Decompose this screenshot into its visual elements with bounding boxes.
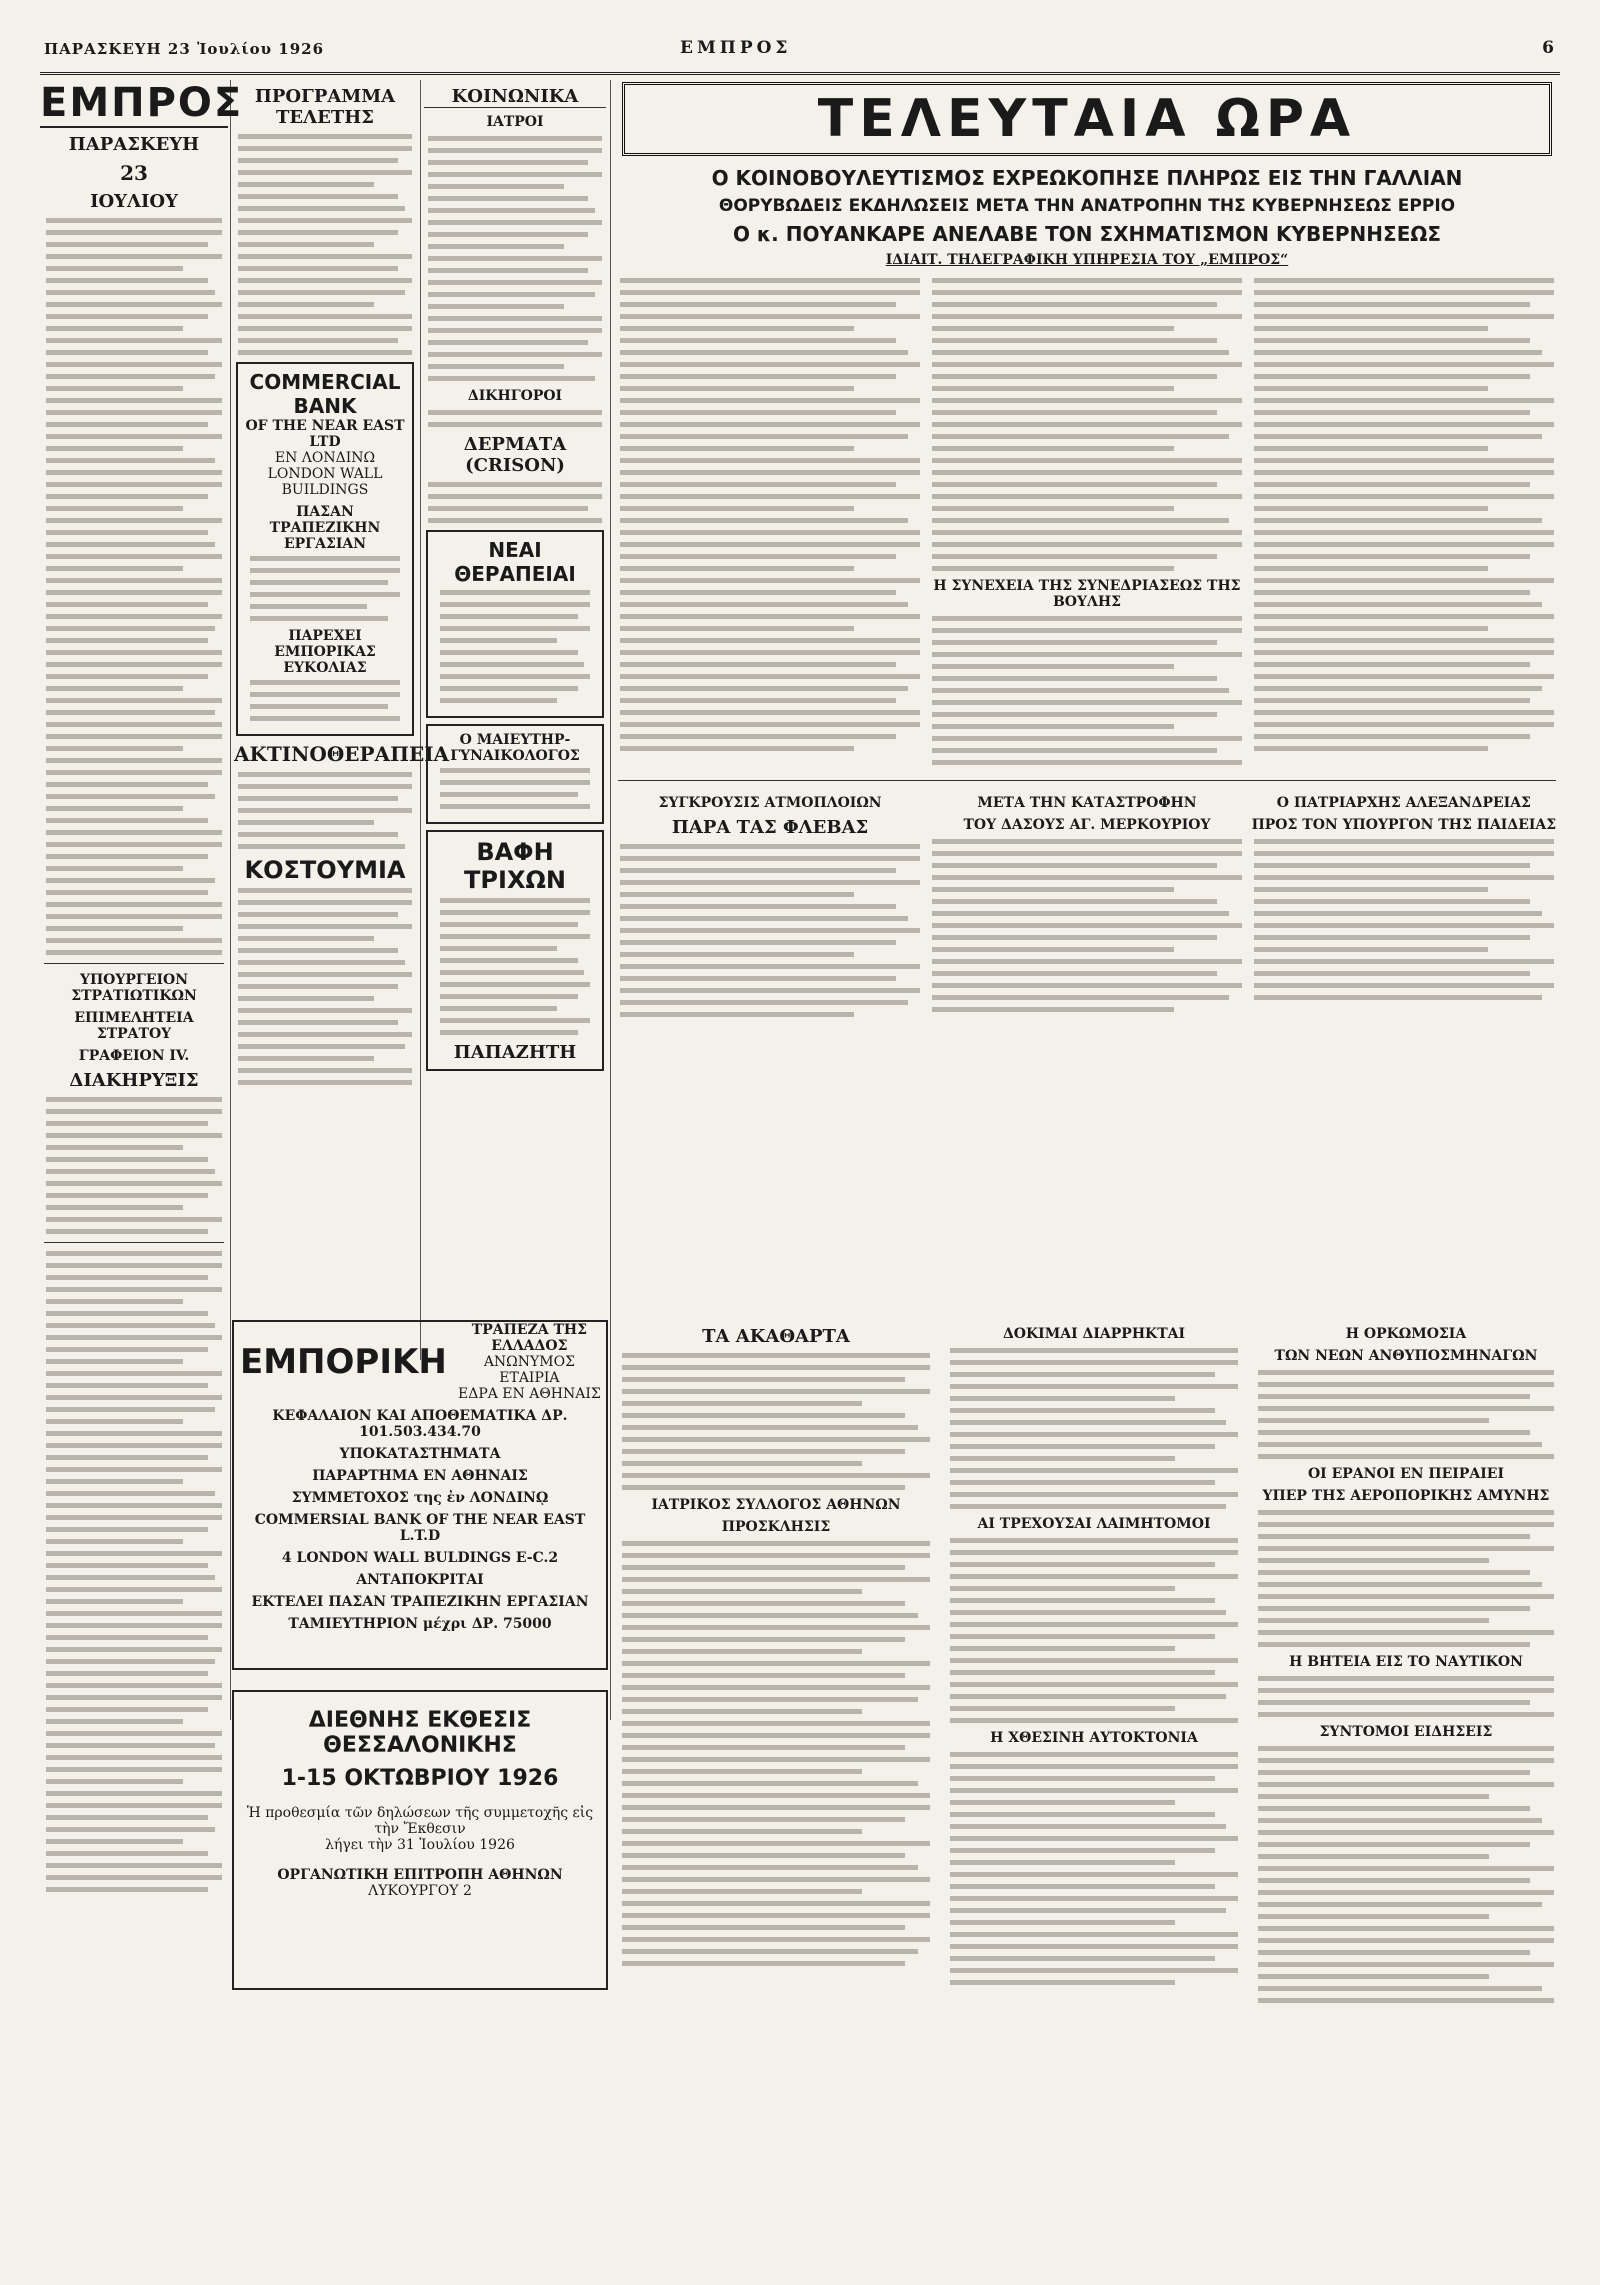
month-name: ΙΟΥΛΙΟΥ (90, 191, 178, 212)
clash-text (620, 844, 920, 1017)
main-col-b (926, 274, 1248, 772)
doctors-title: ΙΑΤΡΟΙ (486, 114, 544, 130)
headline-1: Ο ΚΟΙΝΟΒΟΥΛΕΥΤΙΣΜΟΣ ΕΧΡΕΩΚΟΠΗΣΕ ΠΛΗΡΩΣ ΕΙΣ ΤΗΝ ΓΑΛΛΙΑΝ (711, 166, 1463, 190)
column-rule (230, 80, 231, 1720)
fair-title: ΔΙΕΘΝΗΣ ΕΚΘΕΣΙΣ ΘΕΣΣΑΛΟΝΙΚΗΣ (308, 1708, 532, 1758)
bank-address: LONDON WALL BUILDINGS (267, 466, 383, 498)
date-line: ΠΑΡΑΣΚΕΥΗ 23 Ἰουλίου 1926 (44, 40, 324, 58)
bank-city: ΕΝ ΛΟΝΔΙΝΩ (274, 450, 376, 466)
column-rule (420, 80, 421, 1360)
new-therapy-ad (426, 530, 604, 718)
news-text (1258, 1746, 1554, 2003)
main-text-a (620, 278, 920, 751)
ministry-sub: ΕΠΙΜΕΛΗΤΕΙΑ ΣΤΡΑΤΟΥ (74, 1010, 194, 1042)
navy-text (1258, 1676, 1554, 1717)
ad-capital: ΚΕΦΑΛΑΙΟΝ ΚΑΙ ΑΠΟΘΕΜΑΤΙΚΑ ΔΡ. 101.503.434.70 (272, 1408, 568, 1440)
column-rule (610, 80, 611, 1720)
lower-news (614, 789, 1560, 1024)
fair-street: ΛΥΚΟΥΡΓΟΥ 2 (368, 1883, 472, 1899)
ad-name: ΤΡΑΠΕΖΑ ΤΗΣ ΕΛΛΑΔΟΣ (471, 1322, 587, 1354)
column-1 (40, 80, 244, 2260)
tests-title: ΔΟΚΙΜΑΙ ΔΙΑΡΡΗΚΤΑΙ (1002, 1326, 1186, 1342)
runners-text (950, 1538, 1238, 1723)
lower-col-a (614, 789, 926, 1024)
fair-dates: 1-15 ΟΚΤΩΒΡΙΟΥ 1926 (281, 1766, 559, 1791)
dirt-text (622, 1353, 930, 1490)
ad-partner: ΣΥΜΜΕΤΟΧΟΣ της ἐν ΛΟΝΔΙΝῼ (291, 1490, 549, 1506)
therapy-text (440, 590, 590, 703)
navy-title: Η ΒΗΤΕΙΑ ΕΙΣ ΤΟ ΝΑΥΤΙΚΟΝ (1289, 1654, 1523, 1670)
gynecologist-ad (426, 724, 604, 824)
patriarch-subtitle: ΠΡΟΣ ΤΟΝ ΥΠΟΥΡΓΟΝ ΤΗΣ ΠΑΙΔΕΙΑΣ (1251, 817, 1557, 833)
ceremony-text (238, 134, 412, 355)
bank-service: ΠΑΡΕΧΕΙ ΕΜΠΟΡΙΚΑΣ ΕΥΚΟΛΙΑΣ (274, 628, 376, 676)
bank-name: COMMERCIAL BANK (249, 370, 401, 418)
headline-3: Ο κ. ΠΟΥΑΝΚΑΡΕ ΑΝΕΛΑΒΕ ΤΟΝ ΣΧΗΜΑΤΙΣΜΟΝ ΚΥΒΕΡΝΗΣΕΩΣ (732, 222, 1442, 246)
ad-savings: ΤΑΜΙΕΥΤΗΡΙΟΝ μέχρι ΔΡ. 75000 (288, 1616, 552, 1632)
lower-mid-col-2 (944, 1320, 1244, 2220)
masthead: ΕΜΠΡΟΣ (40, 80, 244, 126)
hair-text (440, 898, 590, 1035)
main-col-a (614, 274, 926, 772)
editorial-text (46, 218, 222, 955)
lawyers-title: ΔΙΚΗΓΟΡΟΙ (467, 388, 563, 404)
main-text-b (932, 278, 1242, 571)
oath-text (1258, 1370, 1554, 1459)
notice-title: ΔΙΑΚΗΡΥΞΙΣ (69, 1070, 199, 1091)
ceremony-title: ΠΡΟΓΡΑΜΜΑ ΤΕΛΕΤΗΣ (254, 86, 396, 128)
medical-text (622, 1541, 930, 1966)
headline-2: ΘΟΡΥΒΩΔΕΙΣ ΕΚΔΗΛΩΣΕΙΣ ΜΕΤΑ ΤΗΝ ΑΝΑΤΡΟΠΗΝ ΤΗΣ ΚΥΒΕΡΝΗΣΕΩΣ ΕΡΡΙΟ (718, 196, 1456, 216)
announcement-text (46, 1251, 222, 1892)
news-title: ΣΥΝΤΟΜΟΙ ΕΙΔΗΣΕΙΣ (1319, 1724, 1493, 1740)
fair-ad (232, 1690, 608, 1990)
lower-mid-col (616, 1320, 936, 2220)
gyn-title: Ο ΜΑΙΕΥΤΗΡ-ΓΥΝΑΙΚΟΛΟΓΟΣ (450, 732, 580, 764)
piraeus-subtitle: ΥΠΕΡ ΤΗΣ ΑΕΡΟΠΟΡΙΚΗΣ ΑΜΥΝΗΣ (1262, 1488, 1550, 1504)
doctors-text (428, 136, 602, 381)
bank-tagline: ΠΑΣΑΝ ΤΡΑΠΕΖΙΚΗΝ ΕΡΓΑΣΙΑΝ (269, 504, 381, 552)
suits-title: ΚΟΣΤΟΥΜΙΑ (244, 856, 406, 884)
lower-col-c (1248, 789, 1560, 1024)
service-line: ΙΔΙΑΙΤ. ΤΗΛΕΓΡΑΦΙΚΗ ΥΠΗΡΕΣΙΑ ΤΟΥ „ΕΜΠΡΟΣ“ (885, 252, 1289, 268)
suits-text (238, 888, 412, 1085)
newspaper-page (40, 30, 1560, 2260)
patriarch-title: Ο ΠΑΤΡΙΑΡΧΗΣ ΑΛΕΞΑΝΔΡΕΙΑΣ (1276, 795, 1531, 811)
after-subtitle: ΤΟΥ ΔΑΣΟΥΣ ΑΓ. ΜΕΡΚΟΥΡΙΟΥ (963, 817, 1211, 833)
clash-subtitle: ΠΑΡΑ ΤΑΣ ΦΛΕΒΑΣ (671, 817, 869, 838)
main-news (614, 80, 1560, 1310)
dirt-title: ΤΑ ΑΚΑΘΑΡΤΑ (702, 1326, 850, 1347)
skins-title: ΔΕΡΜΑΤΑ (CRISON) (463, 434, 567, 476)
suicide-text (950, 1752, 1238, 1985)
ad-type: ΑΝΩΝΥΜΟΣ ΕΤΑΙΡΙΑ (483, 1354, 575, 1386)
xray-text (238, 772, 412, 849)
ad-commercial: COMMERSIAL BANK OF THE NEAR EAST L.T.D (254, 1512, 586, 1544)
notice-text (46, 1097, 222, 1234)
tests-text (950, 1348, 1238, 1509)
top-bar (40, 30, 1560, 75)
main-col-c (1248, 274, 1560, 772)
medical-subtitle: ΠΡΟΣΚΛΗΣΙΣ (721, 1519, 831, 1535)
fair-line-2: λήγει τὴν 31 Ἰουλίου 1926 (325, 1837, 515, 1853)
ad-address: 4 LONDON WALL BULDINGS E-C.2 (281, 1550, 559, 1566)
therapy-title: ΝΕΑΙ ΘΕΡΑΠΕΙΑΙ (454, 538, 576, 586)
main-columns (614, 274, 1560, 772)
ministry-office: ΓΡΑΦΕΙΟΝ IV. (78, 1048, 190, 1064)
ministry-title: ΥΠΟΥΡΓΕΙΟΝ ΣΤΡΑΤΙΩΤΙΚΩΝ (71, 972, 197, 1004)
hair-dye-ad (426, 830, 604, 1071)
commercial-bank-ad (236, 362, 414, 736)
lower-right-col (1252, 1320, 1560, 2220)
social-title: ΚΟΙΝΩΝΙΚΑ (424, 86, 606, 108)
oath-title: Η ΟΡΚΩΜΟΣΙΑ (1345, 1326, 1467, 1342)
day-name: ΠΑΡΑΣΚΕΥΗ (68, 134, 200, 155)
ad-head-right (453, 1322, 606, 1402)
after-title: ΜΕΤΑ ΤΗΝ ΚΑΤΑΣΤΡΟΦΗΝ (977, 795, 1197, 811)
ad-branches: ΥΠΟΚΑΤΑΣΤΗΜΑΤΑ (339, 1446, 501, 1462)
ad-seat: ΕΔΡΑ ΕΝ ΑΘΗΝΑΙΣ (457, 1386, 601, 1402)
piraeus-title: ΟΙ ΕΡΑΝΟΙ ΕΝ ΠΕΙΡΑΙΕΙ (1307, 1466, 1505, 1482)
suicide-title: Η ΧΘΕΣΙΝΗ ΑΥΤΟΚΤΟΝΙΑ (990, 1730, 1198, 1746)
skins-text (428, 482, 602, 523)
ad-correspondents: ΑΝΤΑΠΟΚΡΙΤΑΙ (356, 1572, 484, 1588)
lawyers-text (428, 410, 602, 427)
page-number: 6 (1542, 38, 1554, 58)
main-text-b2 (932, 616, 1242, 765)
main-text-c (1254, 278, 1554, 751)
banner-title: ΤΕΛΕΥΤΑΙΑ ΩΡΑ (817, 89, 1357, 149)
fair-org: ΟΡΓΑΝΩΤΙΚΗ ΕΠΙΤΡΟΠΗ ΑΘΗΝΩΝ (277, 1867, 563, 1883)
clash-title: ΣΥΓΚΡΟΥΣΙΣ ΑΤΜΟΠΛΟΙΩΝ (658, 795, 882, 811)
fair-line-1: Ἡ προθεσμία τῶν δηλώσεων τῆς συμμετοχῆς εἰς τὴν Ἔκθεσιν (246, 1805, 594, 1837)
hair-name: ΠΑΠΑΖΗΤΗ (453, 1042, 577, 1063)
medical-title: ΙΑΤΡΙΚΟΣ ΣΥΛΛΟΓΟΣ ΑΘΗΝΩΝ (651, 1497, 901, 1513)
runners-title: ΑΙ ΤΡΕΧΟΥΣΑΙ ΛΑΙΜΗΤΟΜΟΙ (977, 1516, 1211, 1532)
sessions-title: Η ΣΥΝΕΧΕΙΑ ΤΗΣ ΣΥΝΕΔΡΙΑΣΕΩΣ ΤΗΣ ΒΟΥΛΗΣ (933, 578, 1241, 610)
column-3 (422, 80, 608, 1310)
oath-subtitle: ΤΩΝ ΝΕΩΝ ΑΝΘΥΠΟΣΜΗΝΑΓΩΝ (1274, 1348, 1538, 1364)
bank-text (250, 556, 400, 621)
xray-title: ΑΚΤΙΝΟΘΕΡΑΠΕΙΑ (234, 742, 450, 766)
after-text (932, 839, 1242, 1012)
patriarch-text (1254, 839, 1554, 1000)
piraeus-text (1258, 1510, 1554, 1647)
day-number: 23 (120, 161, 148, 185)
ad-title: ΕΜΠΟΡΙΚΗ (240, 1342, 447, 1382)
bank-of: OF THE NEAR EAST LTD (245, 418, 405, 450)
bank-text-2 (250, 680, 400, 721)
ad-head (234, 1322, 606, 1402)
ad-exec: ΕΚΤΕΛΕΙ ΠΑΣΑΝ ΤΡΑΠΕΖΙΚΗΝ ΕΡΓΑΣΙΑΝ (251, 1594, 589, 1610)
ad-branch-athens: ΠΑΡΑΡΤΗΜΑ ΕΝ ΑΘΗΝΑΙΣ (312, 1468, 528, 1484)
column-2 (232, 80, 450, 1310)
gyn-text (440, 768, 590, 809)
lower-col-b (926, 789, 1248, 1024)
banner-box (622, 82, 1552, 156)
paper-name: ΕΜΠΡΟΣ (680, 38, 792, 58)
hair-title: ΒΑΦΗ ΤΡΙΧΩΝ (464, 838, 566, 894)
emporiki-bank-ad (232, 1320, 608, 1670)
